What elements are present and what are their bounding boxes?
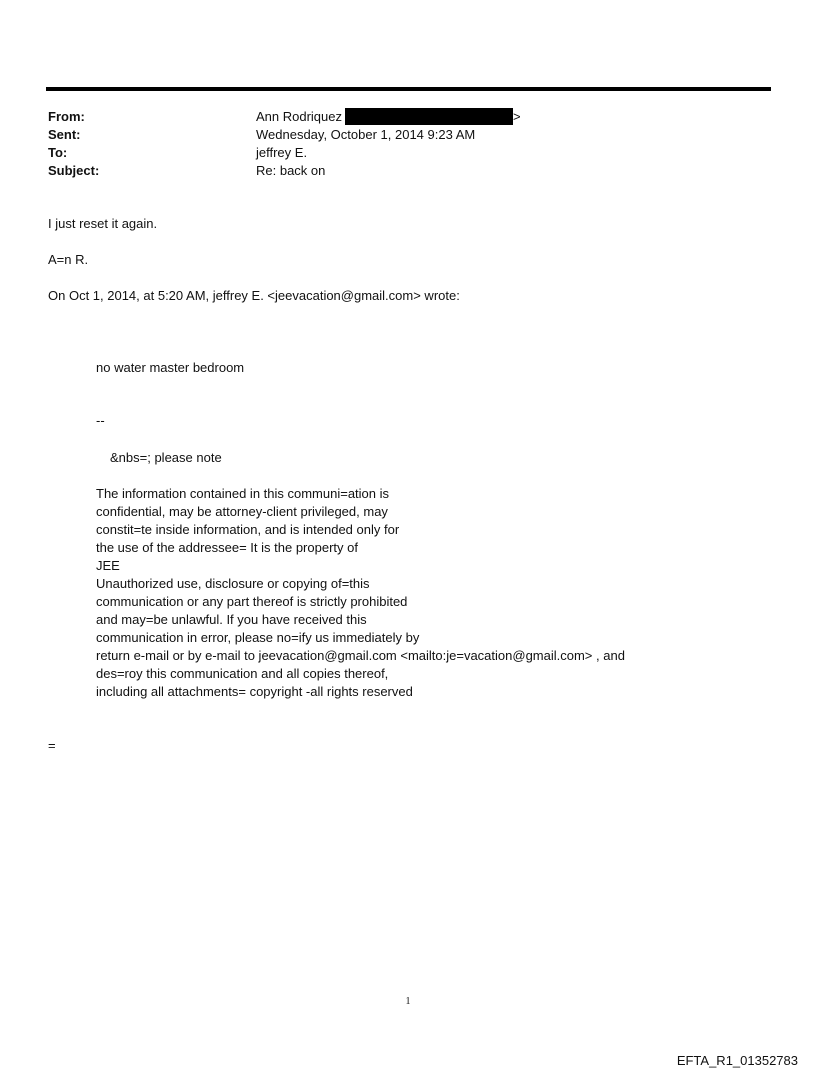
quote-intro: On Oct 1, 2014, at 5:20 AM, jeffrey E. <jeevacation@gmail.com> wrote: <box>48 288 460 303</box>
sender-name: Ann Rodriquez <box>256 109 342 124</box>
signature: A=n R. <box>48 252 89 267</box>
body-line: I just reset it again. <box>48 216 158 231</box>
from-row <box>48 108 521 126</box>
trailing-marker: = <box>48 738 56 753</box>
disclaimer-block <box>96 485 625 701</box>
subject-value: Re: back on <box>256 163 326 178</box>
disclaimer-line: JEE <box>96 558 120 573</box>
document-id: EFTA_R1_01352783 <box>676 1053 798 1068</box>
disclaimer-line: communication in error, please no=ify us immediately by <box>96 630 420 645</box>
disclaimer-line: communication or any part thereof is strictly prohibited <box>96 594 408 609</box>
quoted-separator: -- <box>96 413 105 428</box>
quoted-message: no water master bedroom <box>96 360 245 375</box>
page-number: 1 <box>405 996 411 1007</box>
to-value: jeffrey E. <box>256 145 308 160</box>
to-row <box>48 144 521 162</box>
disclaimer-line: and may=be unlawful. If you have received this <box>96 612 367 627</box>
disclaimer-line: confidential, may be attorney-client privileged, may <box>96 504 388 519</box>
from-value <box>256 108 521 126</box>
disclaimer-line: including all attachments= copyright -all rights reserved <box>96 684 413 699</box>
subject-label: Subject: <box>48 163 100 178</box>
sent-row <box>48 126 521 144</box>
disclaimer-line: the use of the addressee= It is the property of <box>96 540 358 555</box>
disclaimer-line: des=roy this communication and all copies thereof, <box>96 666 389 681</box>
sent-label: Sent: <box>48 127 81 142</box>
sent-value: Wednesday, October 1, 2014 9:23 AM <box>256 127 476 142</box>
disclaimer-line: constit=te inside information, and is intended only for <box>96 522 400 537</box>
header-divider <box>46 87 771 91</box>
disclaimer-line: The information contained in this communi=ation is <box>96 486 390 501</box>
disclaimer-line: return e-mail or by e-mail to jeevacation@gmail.com <mailto:je=vacation@gmail.com> , and <box>96 648 625 663</box>
sender-suffix: > <box>513 109 521 124</box>
quoted-note: &nbs=; please note <box>110 450 222 465</box>
redaction-box <box>345 108 513 125</box>
email-header <box>48 108 521 180</box>
from-label: From: <box>48 109 85 124</box>
disclaimer-line: Unauthorized use, disclosure or copying of=this <box>96 576 370 591</box>
to-label: To: <box>48 145 68 160</box>
subject-row <box>48 162 521 180</box>
